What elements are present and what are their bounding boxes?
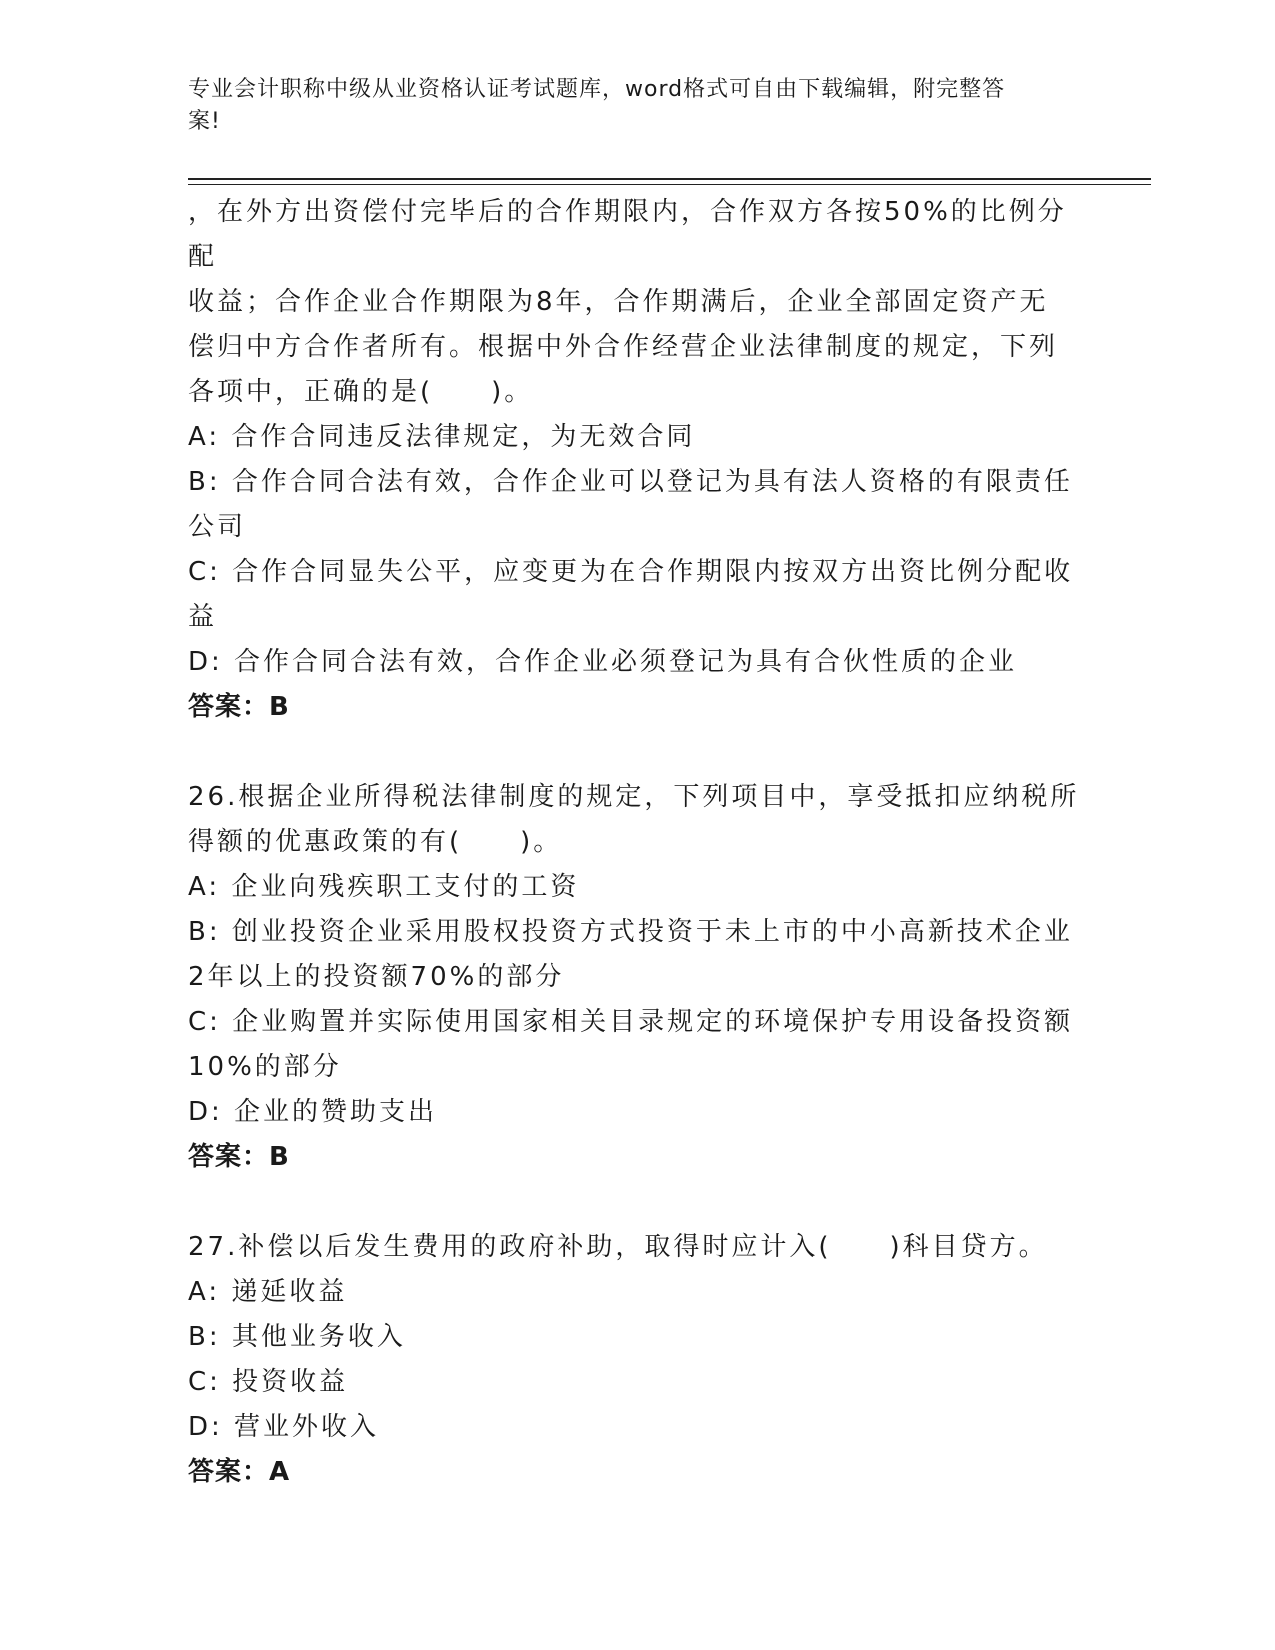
option-b-continued: 公司 <box>188 512 247 542</box>
answer-label: 答案：A <box>188 1457 291 1487</box>
question-26 <box>188 775 1088 1180</box>
answer-label: 答案：B <box>188 692 290 722</box>
question-stem-line: ，在外方出资偿付完毕后的合作期限内，合作双方各按50%的比例分配 <box>188 197 1067 272</box>
header-divider-thin <box>188 184 1151 185</box>
question-stem-line: 各项中，正确的是( )。 <box>188 377 534 407</box>
option-c: C: 合作合同显失公平，应变更为在合作期限内按双方出资比例分配收 <box>188 557 1074 587</box>
question-25 <box>188 190 1088 730</box>
question-stem-line: 偿归中方合作者所有。根据中外合作经营企业法律制度的规定，下列 <box>188 332 1059 362</box>
option-b: B: 合作合同合法有效，合作企业可以登记为具有法人资格的有限责任 <box>188 467 1073 497</box>
option-c-continued: 益 <box>188 602 218 632</box>
option-a: A: 递延收益 <box>188 1277 348 1307</box>
question-content <box>188 190 1088 1495</box>
header-divider-thick <box>188 178 1151 180</box>
question-spacer <box>188 730 1088 775</box>
answer-label: 答案：B <box>188 1142 290 1172</box>
page-header <box>188 74 1068 138</box>
option-c: C: 投资收益 <box>188 1367 349 1397</box>
question-spacer <box>188 1180 1088 1225</box>
option-c: C: 企业购置并实际使用国家相关目录规定的环境保护专用设备投资额 <box>188 1007 1074 1037</box>
question-stem-line: 27.补偿以后发生费用的政府补助，取得时应计入( )科目贷方。 <box>188 1232 1048 1262</box>
option-c-continued: 10%的部分 <box>188 1052 342 1082</box>
option-d: D: 合作合同合法有效，合作企业必须登记为具有合伙性质的企业 <box>188 647 1018 677</box>
option-a: A: 企业向残疾职工支付的工资 <box>188 872 580 902</box>
option-d: D: 营业外收入 <box>188 1412 380 1442</box>
question-stem-line: 收益；合作企业合作期限为8年，合作期满后，企业全部固定资产无 <box>188 287 1049 317</box>
header-line-1: 专业会计职称中级从业资格认证考试题库，word格式可自由下载编辑，附完整答 <box>188 77 1006 102</box>
question-stem-line: 26.根据企业所得税法律制度的规定，下列项目中，享受抵扣应纳税所 <box>188 782 1080 812</box>
question-27 <box>188 1225 1088 1495</box>
option-b-continued: 2年以上的投资额70%的部分 <box>188 962 565 992</box>
header-line-2: 案! <box>188 109 221 134</box>
option-d: D: 企业的赞助支出 <box>188 1097 438 1127</box>
question-stem-line: 得额的优惠政策的有( )。 <box>188 827 563 857</box>
option-b: B: 创业投资企业采用股权投资方式投资于未上市的中小高新技术企业 <box>188 917 1073 947</box>
option-a: A: 合作合同违反法律规定，为无效合同 <box>188 422 696 452</box>
option-b: B: 其他业务收入 <box>188 1322 406 1352</box>
